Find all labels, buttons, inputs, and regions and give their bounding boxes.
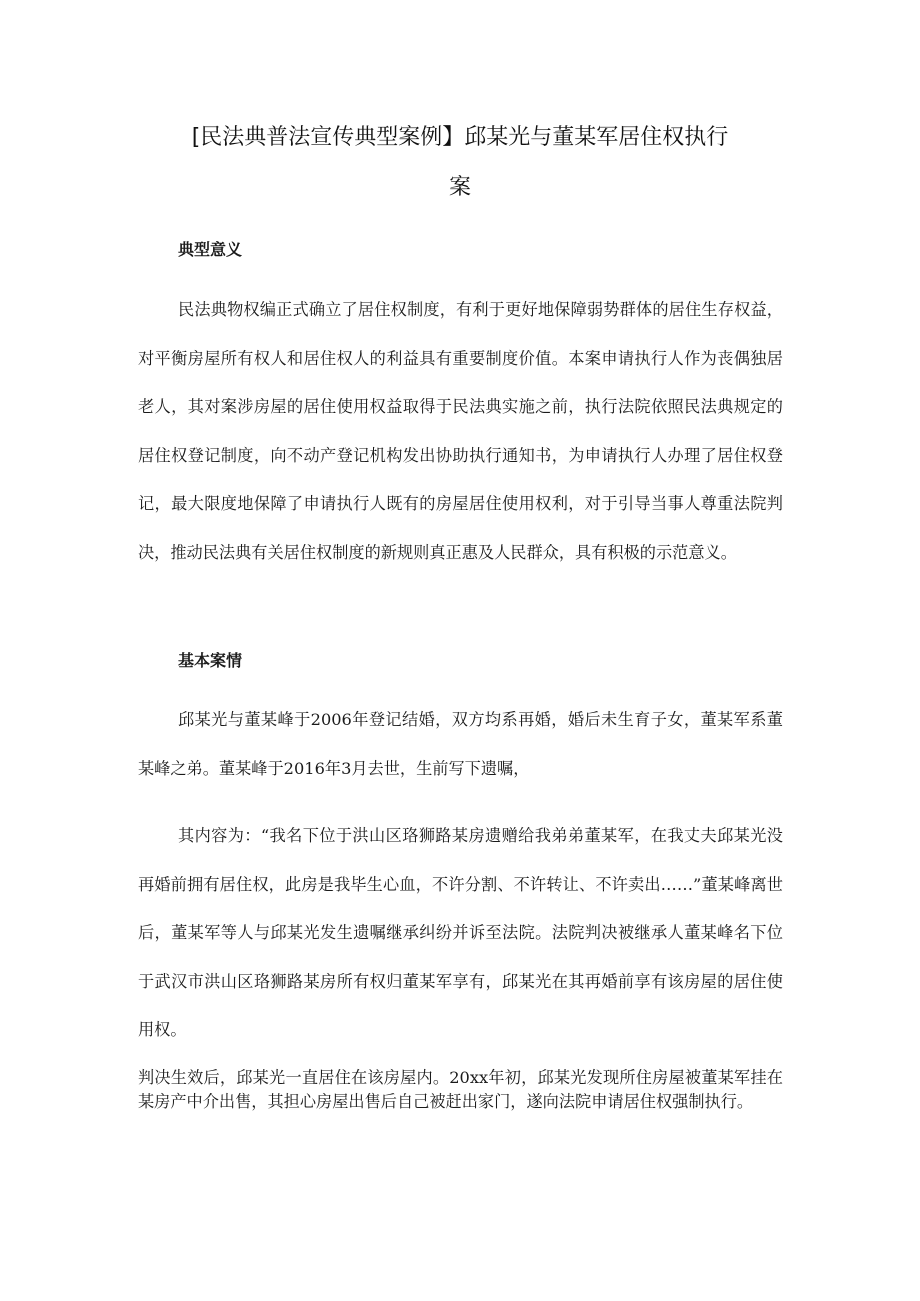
case-facts-paragraph-2: 其内容为：“我名下位于洪山区珞狮路某房遗赠给我弟弟董某军，在我丈夫邱某光没再婚前拥有居住权，此房是我毕生心血，不许分割、不许转让、不许卖出……”董某峰离世后，董某军等人与邱某光发生遗嘱继承纠纷并诉至法院。法院判决被继承人董某峰名下位于武汉市洪山区珞狮路某房所有权归董某军享有，邱某光在其再婚前享有该房屋的居住使用权。 — [138, 826, 783, 1039]
section-heading-significance: 典型意义 — [178, 240, 243, 259]
section-heading-case-facts: 基本案情 — [178, 651, 243, 670]
document-title-line-1: [民法典普法宣传典型案例】邱某光与董某军居住权执行 — [191, 125, 729, 150]
document-title-line-2: 案 — [448, 175, 471, 200]
case-facts-paragraph-3: 判决生效后，邱某光一直居住在该房屋内。20xx年初，邱某光发现所住房屋被董某军挂在某房产中介出售，其担心房屋出售后自己被赶出家门，遂向法院申请居住权强制执行。 — [138, 1068, 783, 1111]
significance-paragraph: 民法典物权编正式确立了居住权制度，有利于更好地保障弱势群体的居住生存权益，对平衡房屋所有权人和居住权人的利益具有重要制度价值。本案申请执行人作为丧偶独居老人，其对案涉房屋的居住使用权益取得于民法典实施之前，执行法院依照民法典规定的居住权登记制度，向不动产登记机构发出协助执行通知书，为申请执行人办理了居住权登记，最大限度地保障了申请执行人既有的房屋居住使用权利，对于引导当事人尊重法院判决，推动民法典有关居住权制度的新规则真正惠及人民群众，具有积极的示范意义。 — [138, 300, 783, 562]
case-facts-paragraph-1: 邱某光与董某峰于2006年登记结婚，双方均系再婚，婚后未生育子女，董某军系董某峰之弟。董某峰于2016年3月去世，生前写下遗嘱， — [138, 710, 783, 778]
